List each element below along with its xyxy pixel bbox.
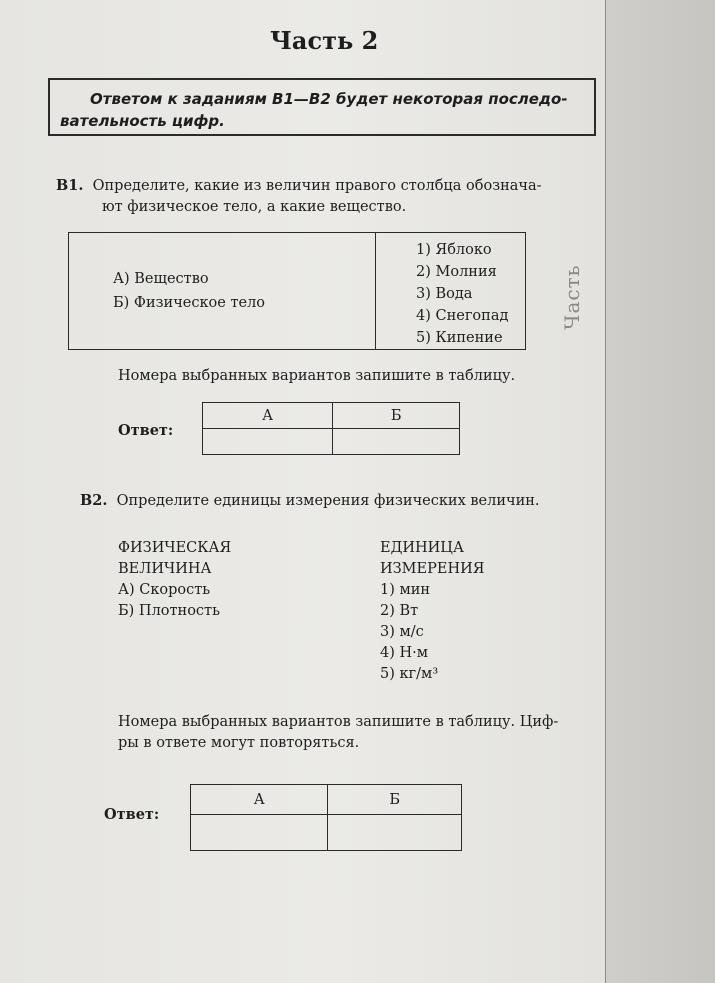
b2-left-header-line-2: ВЕЛИЧИНА <box>118 561 212 577</box>
b1-right-item: 1) Яблоко <box>416 242 492 258</box>
b1-text-line-1: Определите, какие из величин правого столбца обознача- <box>92 178 542 194</box>
b1-left-item: Б) Физическое тело <box>113 295 266 311</box>
b2-answer-header-b: Б <box>328 785 462 815</box>
part-title: Часть 2 <box>270 26 379 55</box>
b1-answer-cell-a[interactable] <box>203 429 333 455</box>
adjacent-page-edge <box>605 0 715 983</box>
b1-right-column <box>376 233 526 350</box>
b2-number: В2. <box>80 492 108 509</box>
b2-instruction-line-2: ры в ответе могут повторяться. <box>118 735 360 751</box>
instruction-notice-box <box>48 78 596 136</box>
b2-answer-label: Ответ: <box>104 806 160 823</box>
b1-left-item: А) Вещество <box>113 271 209 287</box>
side-part-label: Часть <box>560 264 584 330</box>
b1-answer-table <box>202 402 460 455</box>
b2-left-item: Б) Плотность <box>118 603 220 619</box>
b2-instruction <box>118 712 558 754</box>
b1-answer-header-b: Б <box>333 403 460 429</box>
b1-number: В1. <box>56 177 84 194</box>
b2-instruction-line-1: Номера выбранных вариантов запишите в таблицу. Циф- <box>118 714 559 730</box>
b1-instruction: Номера выбранных вариантов запишите в таблицу. <box>118 368 516 384</box>
b1-answer-header-a: А <box>203 403 333 429</box>
b2-right-header <box>380 538 484 685</box>
b2-left-item: А) Скорость <box>118 582 211 598</box>
b2-right-item: 2) Вт <box>380 603 419 619</box>
b1-answer-label: Ответ: <box>118 422 174 439</box>
b2-right-header-line-1: ЕДИНИЦА <box>380 540 464 556</box>
b1-right-item: 4) Снегопад <box>416 308 509 324</box>
b1-matching-table <box>68 232 526 350</box>
b2-right-item: 4) Н·м <box>380 645 429 661</box>
b2-question <box>80 490 540 512</box>
b2-right-item: 1) мин <box>380 582 431 598</box>
b2-right-item: 5) кг/м³ <box>380 666 439 682</box>
b1-right-item: 3) Вода <box>416 286 473 302</box>
notice-line-1: Ответом к заданиям В1—В2 будет некоторая последо- <box>90 90 568 108</box>
b2-answer-header-a: А <box>191 785 328 815</box>
b1-right-item: 5) Кипение <box>416 330 503 346</box>
b2-text: Определите единицы измерения физических величин. <box>116 493 540 509</box>
b1-text-line-2: ют физическое тело, а какие вещество. <box>102 199 407 215</box>
b1-answer-cell-b[interactable] <box>333 429 460 455</box>
b1-question <box>56 175 542 218</box>
b1-left-column <box>69 233 376 350</box>
b2-right-header-line-2: ИЗМЕРЕНИЯ <box>380 561 485 577</box>
b2-answer-cell-a[interactable] <box>191 815 328 851</box>
b2-answer-cell-b[interactable] <box>328 815 462 851</box>
notice-line-2: вательность цифр. <box>60 112 225 130</box>
b2-left-header-line-1: ФИЗИЧЕСКАЯ <box>118 540 232 556</box>
b2-answer-table <box>190 784 462 851</box>
b2-left-header <box>118 538 231 622</box>
b2-right-item: 3) м/с <box>380 624 424 640</box>
b1-right-item: 2) Молния <box>416 264 497 280</box>
